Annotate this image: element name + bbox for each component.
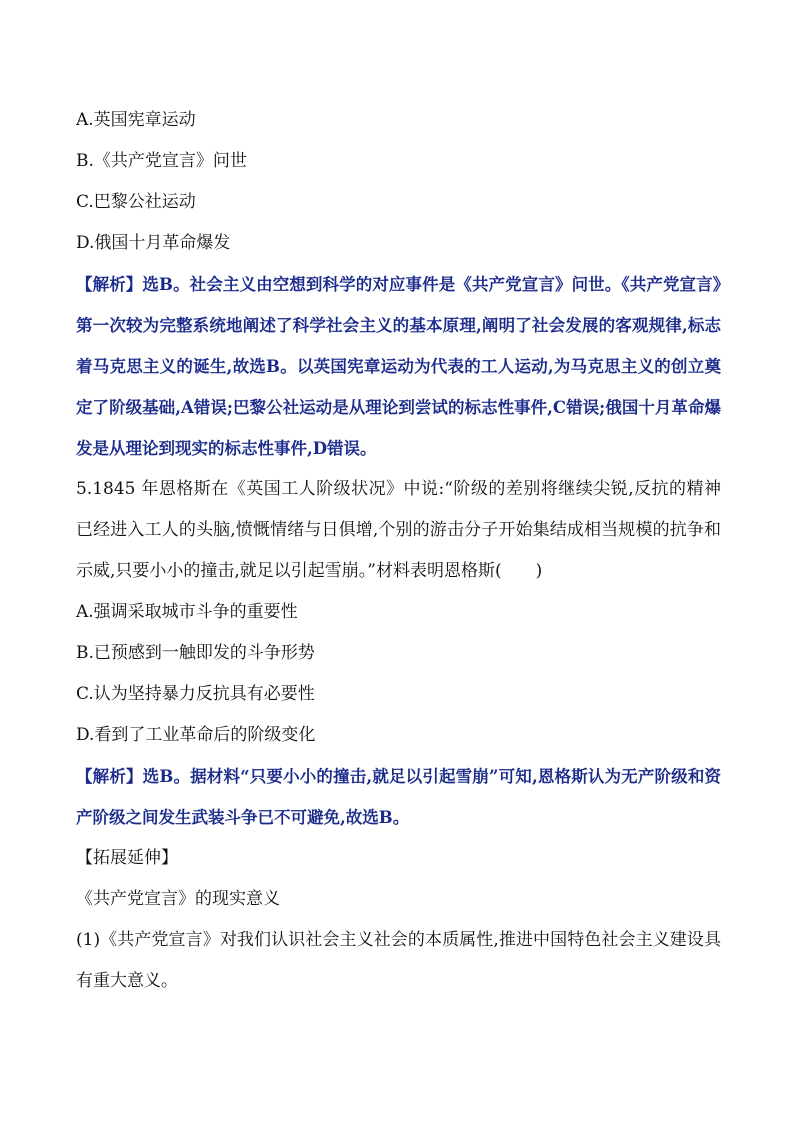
q4-analysis-text: 选B。社会主义由空想到科学的对应事件是《共产党宣言》问世。《共产党宣言》第一次较为完整系统地阐述了科学社会主义的基本原理,阐明了社会发展的客观规律,标志着马克思主义的诞生,故选B。以英国宪章运动为代表的工人运动,为马克思主义的创立奠定了阶级基础,A错误;巴黎公社运动是从理论到尝试的标志性事件,C错误;俄国十月革命爆发是从理论到现实的标志性事件,D错误。: [76, 275, 721, 458]
q4-option-b: B.《共产党宣言》问世: [76, 151, 247, 171]
extension-title: 《共产党宣言》的现实意义: [76, 889, 280, 909]
extension-point-1: (1)《共产党宣言》对我们认识社会主义社会的本质属性,推进中国特色社会主义建设具有重大意义。: [76, 930, 721, 991]
q5-analysis-text: 选B。据材料“只要小小的撞击,就足以引起雪崩”可知,恩格斯认为无产阶级和资产阶级之间发生武装斗争已不可避免,故选B。: [76, 767, 722, 827]
q4-analysis-tag: 【解析】: [76, 275, 143, 294]
q4-option-a: A.英国宪章运动: [76, 110, 196, 130]
q5-stem: 5.1845 年恩格斯在《英国工人阶级状况》中说:“阶级的差别将继续尖锐,反抗的精神已经进入工人的头脑,愤慨情绪与日俱增,个别的游击分子开始集结成相当规模的抗争和示威,只要小小的撞击,就足以引起雪崩。”材料表明恩格斯( ): [76, 479, 721, 581]
q5-analysis-tag: 【解析】: [76, 767, 143, 786]
q4-analysis: [76, 264, 721, 469]
document-page: [76, 100, 721, 1002]
q4-option-c: C.巴黎公社运动: [76, 192, 196, 212]
q5-option-b: B.已预感到一触即发的斗争形势: [76, 643, 315, 663]
q5-option-c: C.认为坚持暴力反抗具有必要性: [76, 684, 315, 704]
q5-option-a: A.强调采取城市斗争的重要性: [76, 602, 298, 622]
q4-option-d: D.俄国十月革命爆发: [76, 233, 231, 253]
q5-analysis: [76, 756, 721, 838]
extension-heading: 【拓展延伸】: [76, 848, 178, 868]
q5-option-d: D.看到了工业革命后的阶级变化: [76, 725, 316, 745]
